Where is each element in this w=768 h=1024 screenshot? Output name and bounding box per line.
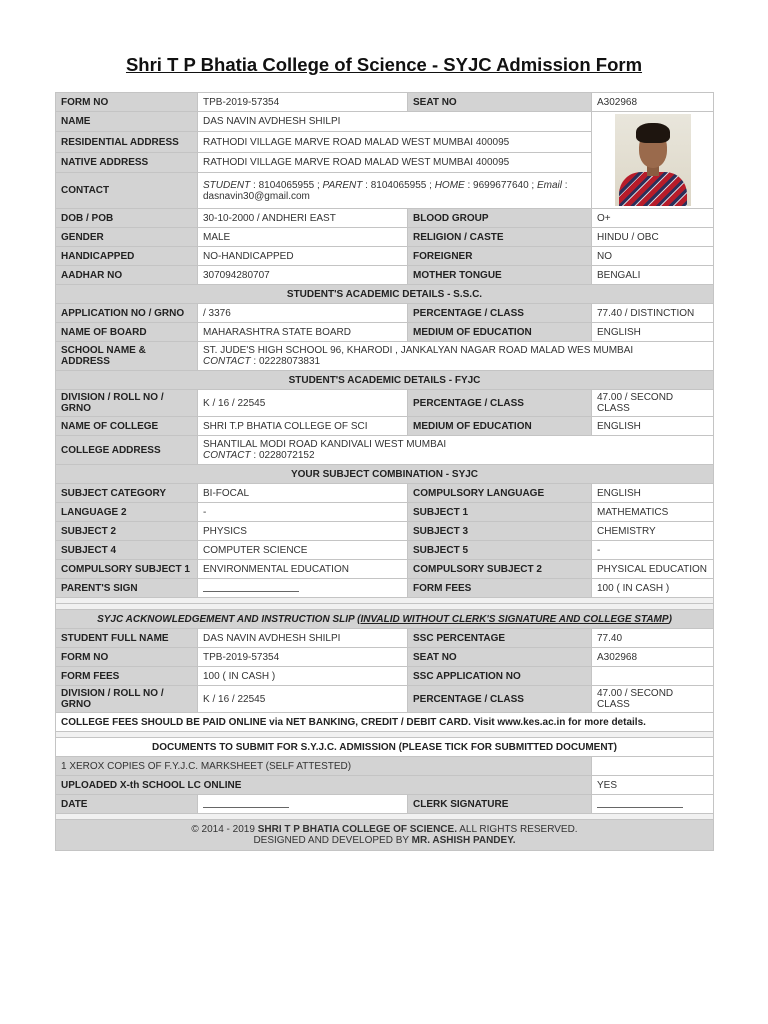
ssc-percentage-value: 77.40 / DISTINCTION: [592, 304, 714, 323]
document-1-status[interactable]: [592, 757, 714, 776]
admission-form-table: [55, 92, 714, 851]
ssc-percentage-label: PERCENTAGE / CLASS: [408, 304, 592, 323]
row-ack-form-no: [56, 648, 714, 667]
row-date: [56, 795, 714, 814]
subject-4-label: SUBJECT 4: [56, 541, 198, 560]
subject-4-value: COMPUTER SCIENCE: [198, 541, 408, 560]
row-form-no: [56, 93, 714, 112]
section-fyjc-title: STUDENT'S ACADEMIC DETAILS - FYJC: [56, 371, 714, 390]
mother-tongue-label: MOTHER TONGUE: [408, 266, 592, 285]
row-fyjc-college: [56, 417, 714, 436]
residential-address-label: RESIDENTIAL ADDRESS: [56, 132, 198, 152]
compulsory-subject-1-label: COMPULSORY SUBJECT 1: [56, 560, 198, 579]
rights: ALL RIGHTS RESERVED.: [459, 824, 578, 835]
handicapped-value: NO-HANDICAPPED: [198, 247, 408, 266]
seat-no-value: A302968: [592, 93, 714, 112]
student-photo: [615, 114, 691, 206]
row-ssc-school: [56, 342, 714, 371]
ack-name-value: DAS NAVIN AVDHESH SHILPI: [198, 629, 408, 648]
section-fyjc: [56, 371, 714, 390]
subject-3-label: SUBJECT 3: [408, 522, 592, 541]
school-name: ST. JUDE'S HIGH SCHOOL 96, KHARODI , JANKALYAN NAGAR ROAD MALAD WES MUMBAI: [203, 345, 634, 356]
contact-label: CONTACT: [56, 173, 198, 209]
date-label: DATE: [56, 795, 198, 814]
college-name-value: SHRI T.P BHATIA COLLEGE OF SCI: [198, 417, 408, 436]
footer: [56, 820, 714, 851]
ssc-application-ack-label: SSC APPLICATION NO: [408, 667, 592, 686]
row-documents-heading: [56, 738, 714, 757]
dob-pob-value: 30-10-2000 / ANDHERI EAST: [198, 209, 408, 228]
aadhar-value: 307094280707: [198, 266, 408, 285]
home-phone-label: HOME: [434, 179, 465, 191]
college-contact: 0228072152: [258, 450, 315, 461]
subject-category-value: BI-FOCAL: [198, 484, 408, 503]
row-college-address: [56, 436, 714, 465]
college-contact-label: CONTACT: [203, 450, 251, 461]
document-1: 1 XEROX COPIES OF F.Y.J.C. MARKSHEET (SELF ATTESTED): [56, 757, 592, 776]
compulsory-language-value: ENGLISH: [592, 484, 714, 503]
row-document-2: [56, 776, 714, 795]
blood-group-value: O+: [592, 209, 714, 228]
ssc-application-value: / 3376: [198, 304, 408, 323]
clerk-signature-value: [592, 795, 714, 814]
form-no-value: TPB-2019-57354: [198, 93, 408, 112]
page-title: Shri T P Bhatia College of Science - SYJC Admission Form: [125, 54, 643, 75]
row-document-1: [56, 757, 714, 776]
section-ssc-title: STUDENT'S ACADEMIC DETAILS - S.S.C.: [56, 285, 714, 304]
subject-2-label: SUBJECT 2: [56, 522, 198, 541]
row-subject-4: [56, 541, 714, 560]
fees-note: COLLEGE FEES SHOULD BE PAID ONLINE via NET BANKING, CREDIT / DEBIT CARD. Visit www.kes.ac.in for more details.: [56, 713, 714, 732]
ssc-percentage-ack-value: 77.40: [592, 629, 714, 648]
handicapped-label: HANDICAPPED: [56, 247, 198, 266]
form-fees-value: 100 ( IN CASH ): [592, 579, 714, 598]
row-compulsory-subjects: [56, 560, 714, 579]
dob-pob-label: DOB / POB: [56, 209, 198, 228]
student-phone-label: STUDENT: [203, 179, 251, 191]
date-value: [198, 795, 408, 814]
ack-form-fees-label: FORM FEES: [56, 667, 198, 686]
subject-5-value: -: [592, 541, 714, 560]
row-fees-note: [56, 713, 714, 732]
section-ack-title: SYJC ACKNOWLEDGEMENT AND INSTRUCTION SLIP (INVALID WITHOUT CLERK'S SIGNATURE AND COLLEGE STAMP): [56, 610, 714, 629]
footer-row: [56, 820, 714, 851]
ack-form-no-label: FORM NO: [56, 648, 198, 667]
row-ssc-application: [56, 304, 714, 323]
fyjc-division-value: K / 16 / 22545: [198, 390, 408, 417]
board-value: MAHARASHTRA STATE BOARD: [198, 323, 408, 342]
native-address-value: RATHODI VILLAGE MARVE ROAD MALAD WEST MUMBAI 400095: [198, 152, 592, 172]
seat-no-label: SEAT NO: [408, 93, 592, 112]
section-acknowledgement: [56, 610, 714, 629]
email-value: dasnavin30@gmail.com: [203, 190, 310, 202]
ssc-medium-value: ENGLISH: [592, 323, 714, 342]
ack-seat-no-label: SEAT NO: [408, 648, 592, 667]
gender-label: GENDER: [56, 228, 198, 247]
language-2-label: LANGUAGE 2: [56, 503, 198, 522]
row-subject-category: [56, 484, 714, 503]
ack-division-value: K / 16 / 22545: [198, 686, 408, 713]
clerk-signature-line: [597, 798, 683, 808]
college-address: SHANTILAL MODI ROAD KANDIVALI WEST MUMBAI: [203, 439, 447, 450]
row-ssc-board: [56, 323, 714, 342]
copyright: © 2014 - 2019: [191, 824, 255, 835]
foreigner-label: FOREIGNER: [408, 247, 592, 266]
foreigner-value: NO: [592, 247, 714, 266]
ack-percentage-value: 47.00 / SECOND CLASS: [592, 686, 714, 713]
college-address-label: COLLEGE ADDRESS: [56, 436, 198, 465]
parents-sign-label: PARENT'S SIGN: [56, 579, 198, 598]
college-name-label: NAME OF COLLEGE: [56, 417, 198, 436]
contact-value: STUDENT : 8104065955 ; PARENT : 8104065955 ; HOME : 9699677640 ; Email : dasnavin30@gmail.com: [198, 173, 592, 209]
compulsory-subject-2-value: PHYSICAL EDUCATION: [592, 560, 714, 579]
name-label: NAME: [56, 112, 198, 132]
row-name: [56, 112, 714, 132]
ssc-medium-label: MEDIUM OF EDUCATION: [408, 323, 592, 342]
compulsory-language-label: COMPULSORY LANGUAGE: [408, 484, 592, 503]
home-phone: 9699677640: [473, 179, 529, 191]
parent-phone-label: PARENT: [322, 179, 363, 191]
school-label: SCHOOL NAME & ADDRESS: [56, 342, 198, 371]
subject-3-value: CHEMISTRY: [592, 522, 714, 541]
ack-seat-no-value: A302968: [592, 648, 714, 667]
compulsory-subject-1-value: ENVIRONMENTAL EDUCATION: [198, 560, 408, 579]
ack-division-label: DIVISION / ROLL NO / GRNO: [56, 686, 198, 713]
ssc-application-ack-value: [592, 667, 714, 686]
footer-college: SHRI T P BHATIA COLLEGE OF SCIENCE.: [257, 824, 457, 835]
native-address-label: NATIVE ADDRESS: [56, 152, 198, 172]
document-2: UPLOADED X-th SCHOOL LC ONLINE: [56, 776, 592, 795]
date-line: [203, 798, 289, 808]
ack-warning: INVALID WITHOUT CLERK'S SIGNATURE AND COLLEGE STAMP: [360, 613, 669, 625]
section-subjects: [56, 465, 714, 484]
school-value: ST. JUDE'S HIGH SCHOOL 96, KHARODI , JANKALYAN NAGAR ROAD MALAD WES MUMBAI CONTACT : 02228073831: [198, 342, 714, 371]
designed-by: DESIGNED AND DEVELOPED BY: [253, 835, 409, 846]
religion-caste-value: HINDU / OBC: [592, 228, 714, 247]
gender-value: MALE: [198, 228, 408, 247]
subject-1-value: MATHEMATICS: [592, 503, 714, 522]
fyjc-percentage-label: PERCENTAGE / CLASS: [408, 390, 592, 417]
subject-1-label: SUBJECT 1: [408, 503, 592, 522]
section-ssc: [56, 285, 714, 304]
subject-5-label: SUBJECT 5: [408, 541, 592, 560]
college-address-value: SHANTILAL MODI ROAD KANDIVALI WEST MUMBAI CONTACT : 0228072152: [198, 436, 714, 465]
ack-name-label: STUDENT FULL NAME: [56, 629, 198, 648]
ssc-percentage-ack-label: SSC PERCENTAGE: [408, 629, 592, 648]
row-fyjc-division: [56, 390, 714, 417]
name-value: DAS NAVIN AVDHESH SHILPI: [198, 112, 592, 132]
ack-percentage-label: PERCENTAGE / CLASS: [408, 686, 592, 713]
residential-address-value: RATHODI VILLAGE MARVE ROAD MALAD WEST MUMBAI 400095: [198, 132, 592, 152]
school-contact-label: CONTACT: [203, 356, 251, 367]
subject-2-value: PHYSICS: [198, 522, 408, 541]
form-no-label: FORM NO: [56, 93, 198, 112]
row-language-2: [56, 503, 714, 522]
email-label: Email: [537, 179, 563, 191]
row-gender: [56, 228, 714, 247]
ack-form-no-value: TPB-2019-57354: [198, 648, 408, 667]
language-2-value: -: [198, 503, 408, 522]
fyjc-medium-value: ENGLISH: [592, 417, 714, 436]
fyjc-medium-label: MEDIUM OF EDUCATION: [408, 417, 592, 436]
board-label: NAME OF BOARD: [56, 323, 198, 342]
parents-sign-value: [198, 579, 408, 598]
footer-author: MR. ASHISH PANDEY.: [411, 835, 516, 846]
ssc-application-label: APPLICATION NO / GRNO: [56, 304, 198, 323]
form-fees-label: FORM FEES: [408, 579, 592, 598]
mother-tongue-value: BENGALI: [592, 266, 714, 285]
student-phone: 8104065955: [258, 179, 315, 191]
compulsory-subject-2-label: COMPULSORY SUBJECT 2: [408, 560, 592, 579]
student-photo-cell: [592, 112, 714, 209]
parents-sign-line: [203, 582, 299, 592]
row-ack-fees: [56, 667, 714, 686]
row-dob: [56, 209, 714, 228]
fyjc-division-label: DIVISION / ROLL NO / GRNO: [56, 390, 198, 417]
row-handicapped: [56, 247, 714, 266]
aadhar-label: AADHAR NO: [56, 266, 198, 285]
row-aadhar: [56, 266, 714, 285]
parent-phone: 8104065955: [370, 179, 427, 191]
blood-group-label: BLOOD GROUP: [408, 209, 592, 228]
school-contact: 02228073831: [258, 356, 321, 367]
row-subject-2: [56, 522, 714, 541]
section-subjects-title: YOUR SUBJECT COMBINATION - SYJC: [56, 465, 714, 484]
religion-caste-label: RELIGION / CASTE: [408, 228, 592, 247]
row-parent-sign: [56, 579, 714, 598]
fyjc-percentage-value: 47.00 / SECOND CLASS: [592, 390, 714, 417]
clerk-signature-label: CLERK SIGNATURE: [408, 795, 592, 814]
document-2-status[interactable]: YES: [592, 776, 714, 795]
documents-heading: DOCUMENTS TO SUBMIT FOR S.Y.J.C. ADMISSION (PLEASE TICK FOR SUBMITTED DOCUMENT): [56, 738, 714, 757]
row-ack-division: [56, 686, 714, 713]
ack-form-fees-value: 100 ( IN CASH ): [198, 667, 408, 686]
subject-category-label: SUBJECT CATEGORY: [56, 484, 198, 503]
row-ack-name: [56, 629, 714, 648]
